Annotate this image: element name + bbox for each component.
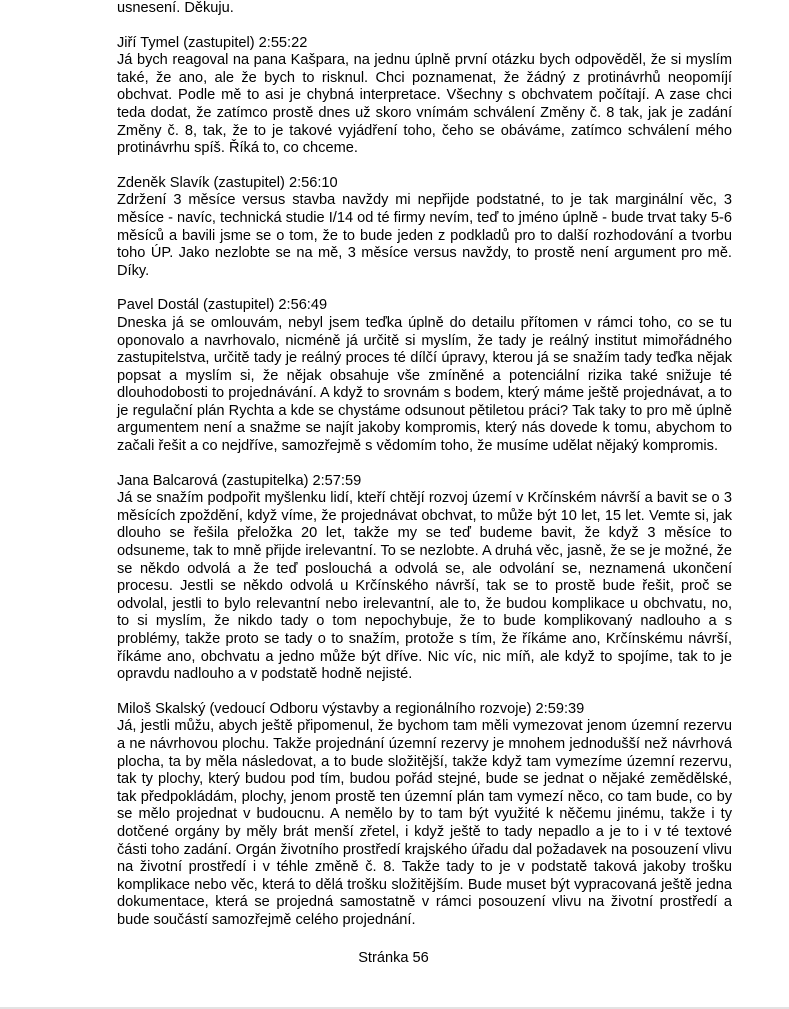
speech-entry (117, 701, 732, 930)
speaker-heading: Pavel Dostál (zastupitel) 2:56:49 (117, 297, 328, 314)
speaker-heading: Zdeněk Slavík (zastupitel) 2:56:10 (117, 174, 338, 191)
speech-entry (117, 297, 732, 455)
speech-entry (117, 175, 732, 281)
speaker-heading: Jiří Tymel (zastupitel) 2:55:22 (117, 34, 308, 51)
speech-text: Já se snažím podpořit myšlenku lidí, kteří chtějí rozvoj území v Krčínském návrší a bavit se o 3 měsících zpoždění, když víme, že projednávat obchvat, to může být 10 let, 15 let. Vemte si, jak dlouho se řešila přeložka 20 let, takže my se teď budeme bavit, že když 3 měsíce to odsuneme, tak to mně přijde irelevantní. To se nezlobte. A druhá věc, jasně, že se je možné, že se někdo odvolá a že teď poslouchá a odvolá se, ale odvolání se, neznamená ukončení procesu. Jestli se někdo odvolá u Krčínského návrší, tak se to prostě bude řešit, proč se odvolal, jestli to bylo relevantní nebo irelevantní, ale to, že budou komplikace u obchvatu, no, to si myslím, že nikdo tady o tom nepochybuje, že to bude komplikovaný nadlouho a s problémy, takže proto se tady o to snažím, protože s tím, že říkáme ano, Krčínskému návrší, říkáme ano, obchvatu a jedno může být dříve. Nic víc, nic míň, ale když to spojíme, tak to je opravdu nadlouho a v podstatě hodně nejisté. (117, 490, 732, 683)
speech-entry (117, 35, 732, 158)
page-number: Stránka 56 (358, 949, 429, 966)
intro-tail-text: usnesení. Děkuju. (117, 0, 234, 16)
speech-text: Já bych reagoval na pana Kašpara, na jednu úplně první otázku bych odpověděl, že si myslím také, že ano, ale že bych to risknul. Chci poznamenat, že žádný z protinávrhů neopomíjí obchvat. Podle mě to asi je chybná interpretace. Všechny s obchvatem počítají. A zase chci teda dodat, že zatímco prostě dnes už skoro vnímám schválení Změny č. 8 tak, jak je zadání Změny č. 8, tak, že to je takové vyjádření toho, čeho se obáváme, zatímco schválení mého protinávrhu spíš. Říká to, co chceme. (117, 52, 732, 157)
speech-entry (117, 473, 732, 684)
page-footer (0, 950, 789, 968)
speech-text: Já, jestli můžu, abych ještě připomenul, že bychom tam měli vymezovat jenom územní rezervu a ne návrhovou plochu. Takže projednání územní rezervy je mnohem jednodušší než návrhová plocha, ta by měla následovat, a to bude složitější, takže když tam vymezíme územní rezervu, tak ty plochy, který budou pod tím, budou pořád stejné, bude se jednat o nějaké zemědělské, tak předpokládám, plochy, jenom prostě ten územní plán tam vymezí něco, co tam bude, co by se mělo projednat v budoucnu. A nemělo by to tam být využité k něčemu jinému, takže i ty dotčené orgány by měly brát menší zřetel, i když ještě to tady nepadlo a je to i v té textové části toho zadání. Orgán životního prostředí krajského úřadu dal požadavek na posouzení vlivu na životní prostředí i v téhle změně č. 8. Takže tady to je v podstatě taková jakoby trošku komplikace nebo věc, která to dělá trošku složitějším. Bude muset být vypracovaná ještě jedna dokumentace, která se projedná samostatně v rámci posouzení vlivu na životní prostředí a bude součástí samozřejmě celého projednání. (117, 718, 732, 928)
speech-text: Zdržení 3 měsíce versus stavba navždy mi nepřijde podstatné, to je tak marginální věc, 3 měsíce - navíc, technická studie I/14 od té firmy nevím, teď to jméno úplně - bude trvat taky 5-6 měsíců a bavili jsme se o tom, že to bude jeden z podkladů pro to další rozhodování a tvorbu toho ÚP. Jako nezlobte se na mě, 3 měsíce versus navždy, to prostě není argument pro mě. Díky. (117, 192, 732, 279)
speech-text: Dneska já se omlouvám, nebyl jsem teďka úplně do detailu přítomen v rámci toho, co se tu oponovalo a navrhovalo, nicméně já určitě si myslím, že tady je reálný institut mimořádného zastupitelstva, určitě tady je reálný proces té dílčí úpravy, kterou já se snažím tady teďka nějak popsat a myslím si, že nějak obsahuje vše zmíněné a potenciální rizika také snižuje té dlouhodobosti to projednávání. A když to srovnám s bodem, který máme ještě projednávat, a to je regulační plán Rychta a kde se chystáme odsunout pětiletou práci? Tak taky to pro mě úplně argumentem není a snažme se najít jakoby kompromis, který nás dovede k tomu, abychom to začali řešit a co nejdříve, samozřejmě s vědomím toho, že musíme udělat nějaký kompromis. (117, 314, 732, 455)
page-content (117, 0, 732, 930)
speaker-heading: Jana Balcarová (zastupitelka) 2:57:59 (117, 472, 362, 489)
speaker-heading: Miloš Skalský (vedoucí Odboru výstavby a regionálního rozvoje) 2:59:39 (117, 700, 585, 717)
